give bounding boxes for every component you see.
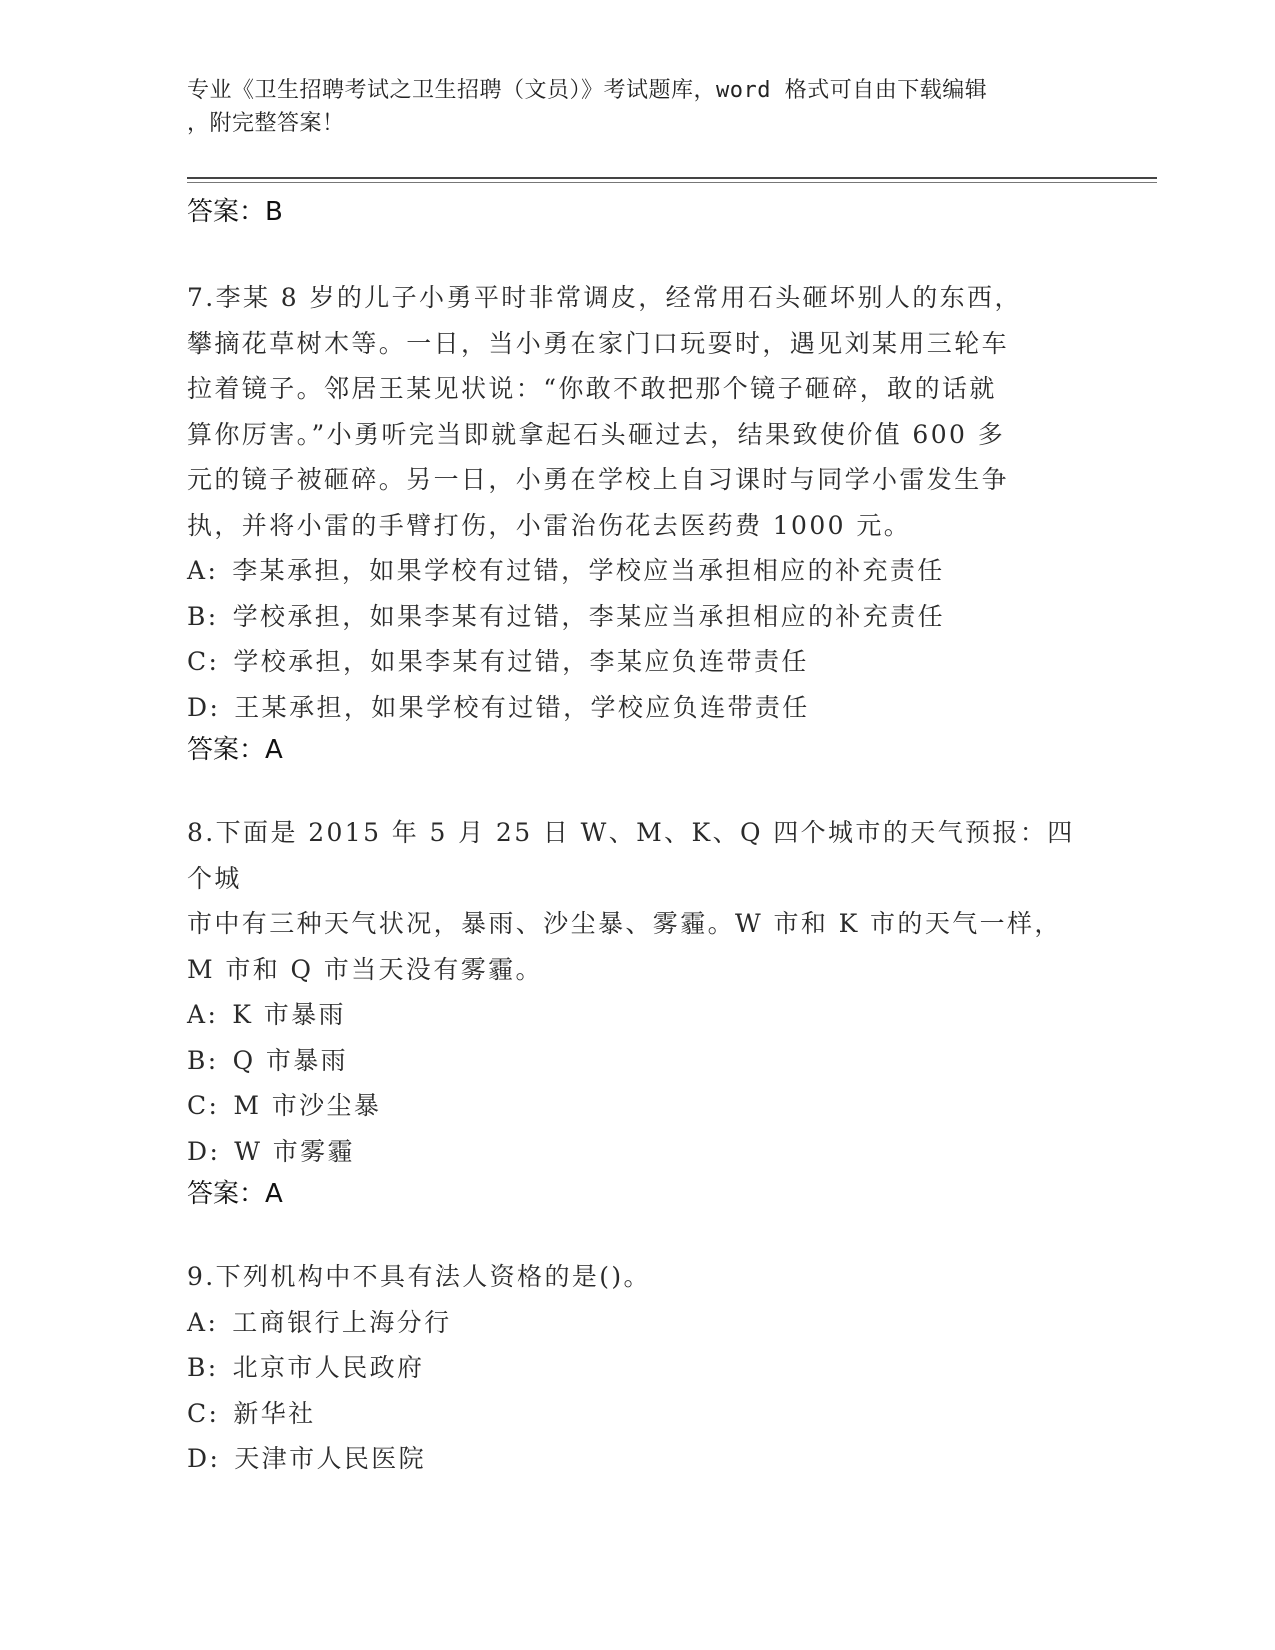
option-letter: B: — [187, 601, 219, 631]
option-letter: B: — [187, 1045, 219, 1075]
question-9-option-c — [187, 1391, 1087, 1437]
header-rule-thick — [187, 177, 1157, 179]
question-8-line-1: 8.下面是 2015 年 5 月 25 日 W、M、K、Q 四个城市的天气预报：四个城 — [187, 818, 1075, 893]
option-letter: C: — [187, 647, 220, 676]
option-letter: D: — [187, 692, 221, 722]
question-9-option-d — [187, 1436, 1087, 1482]
option-text: 学校承担，如果李某有过错，李某应当承担相应的补充责任 — [232, 601, 946, 631]
question-9-option-b — [187, 1345, 1087, 1391]
option-text: 工商银行上海分行 — [232, 1307, 452, 1337]
header-line-2: ，附完整答案！ — [187, 111, 345, 136]
question-8-line-2: 市中有三种天气状况，暴雨、沙尘暴、雾霾。W 市和 K 市的天气一样， — [187, 909, 1062, 938]
option-letter: D: — [187, 1444, 221, 1473]
question-7-line-2: 攀摘花草树木等。一日，当小勇在家门口玩耍时，遇见刘某用三轮车 — [187, 328, 1010, 358]
question-7-line-3: 拉着镜子。邻居王某见状说：“你敢不敢把那个镜子砸碎，敢的话就 — [187, 374, 997, 403]
question-9-option-a — [187, 1300, 1087, 1346]
option-text: 李某承担，如果学校有过错，学校应当承担相应的补充责任 — [232, 556, 945, 585]
question-7 — [187, 275, 1087, 770]
option-text: 学校承担，如果李某有过错，李某应负连带责任 — [233, 647, 809, 676]
question-7-answer: 答案：A — [187, 735, 283, 765]
question-8-answer: 答案：A — [187, 1179, 283, 1209]
option-text: Q 市暴雨 — [232, 1045, 349, 1075]
option-letter: B: — [187, 1353, 219, 1382]
question-8 — [187, 810, 1087, 1214]
question-7-option-d — [187, 685, 1087, 731]
option-letter: D: — [187, 1136, 221, 1166]
document-content — [187, 192, 1087, 1482]
option-letter: A: — [187, 1000, 219, 1029]
option-letter: C: — [187, 1091, 220, 1120]
question-7-option-c — [187, 639, 1087, 685]
option-text: 天津市人民医院 — [234, 1444, 427, 1473]
question-8-option-a — [187, 992, 1087, 1038]
question-7-option-b — [187, 594, 1087, 640]
option-text: K 市暴雨 — [232, 1000, 346, 1029]
option-text: W 市雾霾 — [234, 1136, 355, 1166]
question-9 — [187, 1254, 1087, 1482]
option-text: 新华社 — [233, 1398, 316, 1428]
option-text: M 市沙尘暴 — [233, 1091, 382, 1120]
question-7-line-4: 算你厉害。”小勇听完当即就拿起石头砸过去，结果致使价值 600 多 — [187, 419, 1006, 449]
option-text: 北京市人民政府 — [232, 1353, 425, 1382]
question-7-option-a — [187, 548, 1087, 594]
question-7-line-5: 元的镜子被砸碎。另一日，小勇在学校上自习课时与同学小雷发生争 — [187, 465, 1010, 494]
question-8-line-3: M 市和 Q 市当天没有雾霾。 — [187, 954, 543, 984]
header-rule-thin — [187, 182, 1157, 183]
question-7-line-1: 7.李某 8 岁的儿子小勇平时非常调皮，经常用石头砸坏别人的东西， — [187, 283, 1022, 312]
answer-previous: 答案：B — [187, 197, 283, 227]
question-8-option-d — [187, 1129, 1087, 1175]
question-8-option-b — [187, 1038, 1087, 1084]
option-text: 王某承担，如果学校有过错，学校应负连带责任 — [234, 692, 810, 722]
question-8-option-c — [187, 1083, 1087, 1129]
question-7-line-6: 执，并将小雷的手臂打伤，小雷治伤花去医药费 1000 元。 — [187, 510, 912, 540]
question-9-line-1: 9.下列机构中不具有法人资格的是()。 — [187, 1262, 651, 1291]
option-letter: A: — [187, 1307, 219, 1337]
document-header — [187, 74, 1087, 140]
option-letter: A: — [187, 556, 219, 585]
option-letter: C: — [187, 1398, 220, 1428]
header-line-1: 专业《卫生招聘考试之卫生招聘（文员）》考试题库，word 格式可自由下载编辑 — [187, 78, 988, 103]
